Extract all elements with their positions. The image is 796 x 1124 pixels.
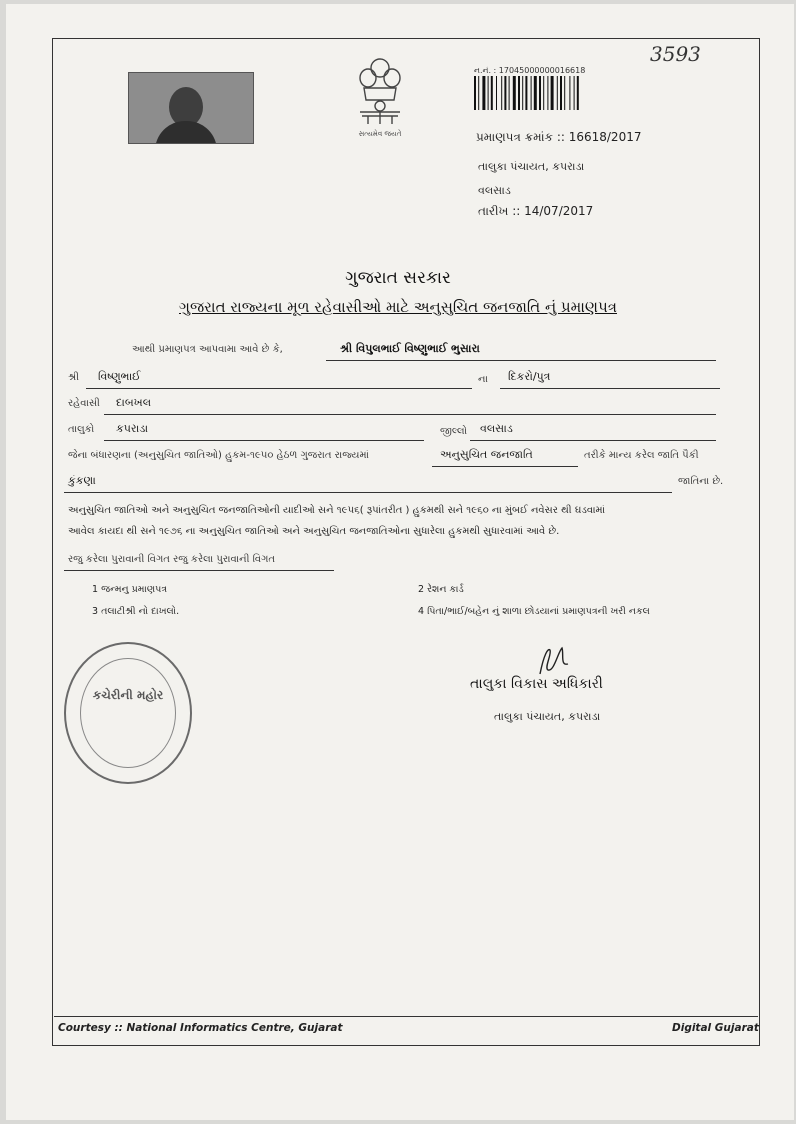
holder-photo <box>128 72 254 144</box>
village: દાબખલ <box>116 396 152 409</box>
taluka-label: તાલુકો <box>68 424 95 435</box>
footer-brand: Digital Gujarat <box>672 1022 759 1034</box>
certificate-date: તારીખ :: 14/07/2017 <box>478 204 594 218</box>
relation: દિકરો/પુત્ર <box>508 370 551 383</box>
seal-text: કચેરીની મહોર <box>92 688 164 702</box>
district: વલસાડ <box>480 422 513 435</box>
barcode-number: ન.નં. : 17045000000016618 <box>474 66 586 75</box>
documents-heading: રજુ કરેલા પુરાવાની વિગત રજુ કરેલા પુરાવાની વિગત <box>68 554 276 565</box>
certificate-title: ગુજરાત રાજ્યના મૂળ રહેવાસીઓ માટે અનુસુચિત જનજાતિ નું પ્રમાણપત્ર <box>179 298 617 316</box>
document-item: 1 જન્મનુ પ્રમાણપત્ર <box>92 584 168 595</box>
issuing-office: તાલુકા પંચાયત, કપરાડા <box>478 160 585 173</box>
na-label: ના <box>478 374 488 385</box>
shri-label: શ્રી <box>68 372 80 383</box>
tribe: કુંકણા <box>68 474 96 487</box>
document-item: 4 પિતા/ભાઈ/બહેન નું શાળા છોડયાનાં પ્રમાણપત્રની ખરી નકલ <box>418 606 650 617</box>
document-item: 2 રેશન કાર્ડ <box>418 584 464 595</box>
signature <box>534 644 574 680</box>
holder-name: શ્રી વિપુલભાઈ વિષ્ણુભાઈ ભુસારા <box>340 342 480 355</box>
signatory-title: તાલુકા વિકાસ અધિકારી <box>470 676 603 692</box>
barcode <box>474 76 624 110</box>
recognized-label: તરીકે માન્ય કરેલ જાતિ પૈકી <box>584 450 699 461</box>
issuing-district: વલસાડ <box>478 184 511 197</box>
certificate-border <box>52 38 760 1046</box>
paragraph-line: અનુસુચિત જાતિઓ અને અનુસુચિત જનજાતિઓની યાદીઓ સને ૧૯૫૬( રૂપાંતરીત ) હુકમથી સને ૧૯૬૦ ના મુંબઈ નવેસર થી ઘડવામાં <box>68 505 606 516</box>
government-title: ગુજરાત સરકાર <box>345 268 451 288</box>
handwritten-number: 3593 <box>650 42 701 66</box>
emblem-caption: સત્યમેવ જયતે <box>358 130 402 138</box>
resident-label: રહેવાસી <box>68 398 100 409</box>
tribe-suffix: જાતિના છે. <box>678 476 724 487</box>
footer-divider <box>54 1016 758 1017</box>
category: અનુસુચિત જનજાતિ <box>440 448 533 461</box>
footer-courtesy: Courtesy :: National Informatics Centre, Gujarat <box>58 1022 343 1034</box>
intro-label: આથી પ્રમાણપત્ર આપવામા આવે છે કે, <box>132 344 283 355</box>
office-seal <box>64 642 192 784</box>
paragraph-line: આવેલ કાયદા થી સને ૧૯૭૬ ના અનુસુચિત જાતિઓ અને અનુસુચિત જનજાતિઓના સુધારેલા હુકમથી સુધારવામાં આવે છે. <box>68 526 560 537</box>
certificate-number: પ્રમાણપત્ર ક્રમાંક :: 16618/2017 <box>476 130 642 144</box>
district-label: જીલ્લો <box>440 426 468 437</box>
document-item: 3 તલાટીશ્રી નો દાખલો. <box>92 606 180 617</box>
national-emblem-icon <box>350 56 410 136</box>
signatory-office: તાલુકા પંચાયત, કપરાડા <box>494 710 601 723</box>
order-label: જેના બંધારણના (અનુસુચિત જાતિઓ) હુકમ-૧૯૫૦ હેઠળ ગુજરાત રાજ્યમાં <box>68 450 369 461</box>
taluka: કપરાડા <box>116 422 149 435</box>
legal-paragraph <box>68 500 748 542</box>
father-name: વિષ્ણુભાઈ <box>98 370 141 383</box>
